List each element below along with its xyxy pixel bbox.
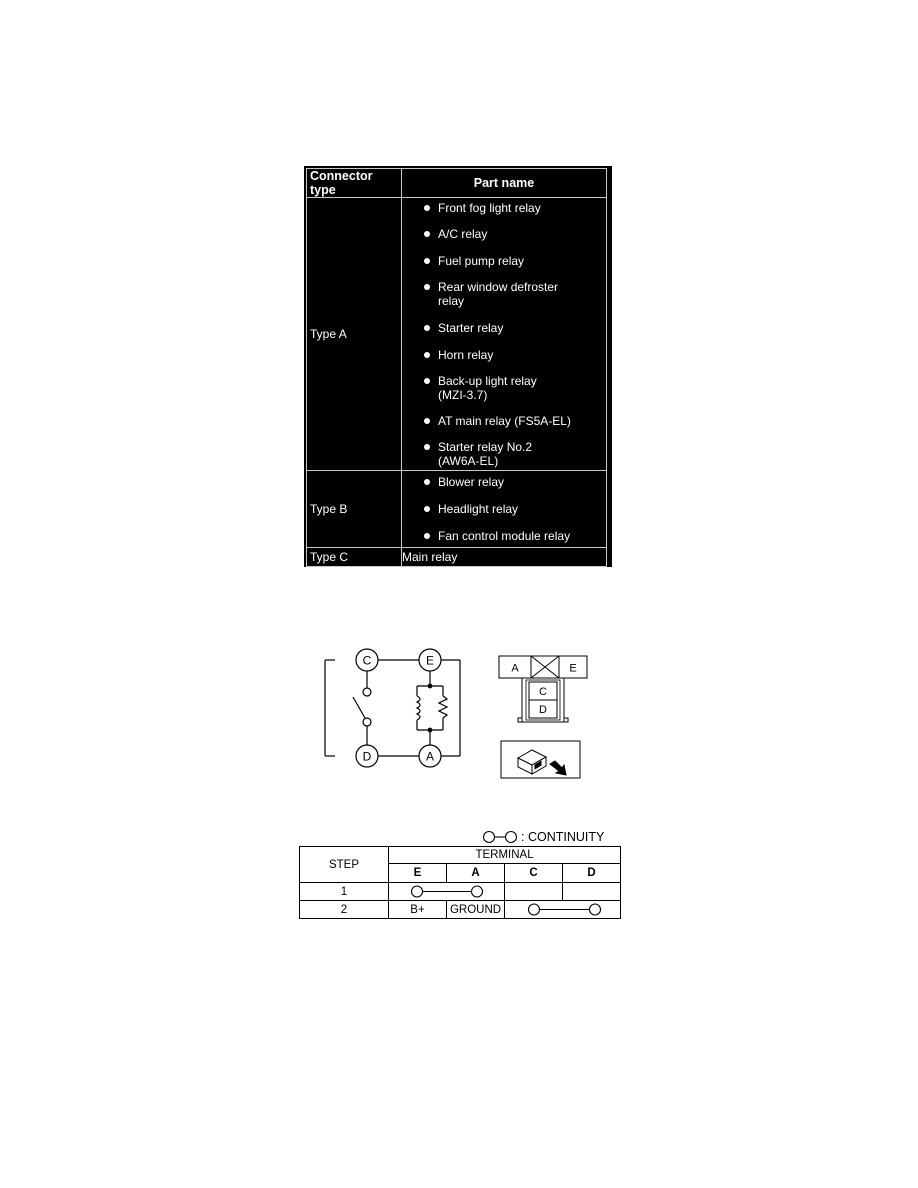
coil-icon: [417, 696, 420, 720]
connector-terminal-e-label: E: [569, 662, 577, 675]
relay-connector-table: [304, 166, 612, 567]
switch-contact: [363, 688, 371, 696]
list-item: Fuel pump relay: [402, 254, 606, 268]
type-c-part: Main relay: [402, 548, 607, 567]
resistor-icon: [439, 696, 447, 730]
step-cell: 1: [300, 883, 389, 901]
continuity-c-d-cell: [505, 901, 621, 919]
part-name-header: Part name: [402, 169, 607, 198]
list-item: Front fog light relay: [402, 201, 606, 215]
connector-terminal-d-label: D: [539, 704, 547, 716]
list-item: Horn relay: [402, 348, 606, 362]
type-a-row: [307, 198, 607, 471]
step-cell: 2: [300, 901, 389, 919]
switch-contact: [363, 718, 371, 726]
connector-terminal-a-label: A: [511, 662, 519, 675]
continuity-symbol-icon: [505, 901, 621, 918]
terminal-a-header: A: [447, 864, 505, 883]
terminal-e-header: E: [389, 864, 447, 883]
table-row: [300, 883, 621, 901]
terminal-d: [356, 745, 378, 767]
type-c-row: [307, 548, 607, 567]
switch-blade: [353, 697, 365, 718]
connector-tab: [518, 718, 522, 722]
list-item: Starter relay No.2 (AW6A-EL): [402, 440, 606, 468]
terminal-c-cell: [505, 883, 563, 901]
type-b-row: [307, 471, 607, 548]
terminal-a: [419, 745, 441, 767]
terminal-d-cell: [563, 883, 621, 901]
list-item: Rear window defroster relay: [402, 280, 606, 308]
table-row: [300, 901, 621, 919]
list-item: A/C relay: [402, 227, 606, 241]
type-b-label: Type B: [307, 471, 402, 548]
relay-table-header-row: [307, 169, 607, 198]
type-a-parts: [402, 198, 607, 471]
type-a-part-list: [402, 201, 606, 468]
continuity-e-a-cell: [389, 883, 505, 901]
type-b-parts: [402, 471, 607, 548]
continuity-legend-text: : CONTINUITY: [521, 830, 605, 844]
relay-circuit-diagram: [320, 648, 465, 772]
terminal-e: [419, 649, 441, 671]
relay-connector-front-view: [498, 652, 592, 728]
relay-connector-side-view: [500, 740, 582, 780]
connector-tab: [564, 718, 568, 722]
relay-table: [306, 168, 607, 567]
type-c-label: Type C: [307, 548, 402, 567]
list-item: Fan control module relay: [402, 529, 606, 543]
terminal-c-header: C: [505, 864, 563, 883]
terminal-d-header: D: [563, 864, 621, 883]
list-item: Headlight relay: [402, 502, 606, 516]
terminal-e-cell: B+: [389, 901, 447, 919]
terminal-header: TERMINAL: [389, 847, 621, 864]
svg-text:E: E: [425, 653, 435, 668]
continuity-symbol-icon: [482, 830, 518, 844]
svg-text:D: D: [362, 749, 372, 764]
type-a-label: Type A: [307, 198, 402, 471]
continuity-legend: [482, 829, 604, 845]
continuity-symbol-icon: [389, 883, 505, 900]
svg-text:A: A: [425, 749, 435, 764]
continuity-header-row: [300, 847, 621, 864]
type-b-part-list: [402, 475, 606, 543]
terminal-c: [356, 649, 378, 671]
list-item: AT main relay (FS5A-EL): [402, 414, 606, 428]
list-item: Blower relay: [402, 475, 606, 489]
connector-terminal-c-label: C: [539, 686, 547, 698]
connector-type-header: Connector type: [307, 169, 402, 198]
terminal-a-cell: GROUND: [447, 901, 505, 919]
continuity-table: [299, 846, 621, 919]
list-item: Starter relay: [402, 321, 606, 335]
list-item: Back-up light relay (MZI-3.7): [402, 374, 606, 402]
svg-text:C: C: [362, 653, 372, 668]
step-header: STEP: [300, 847, 389, 883]
